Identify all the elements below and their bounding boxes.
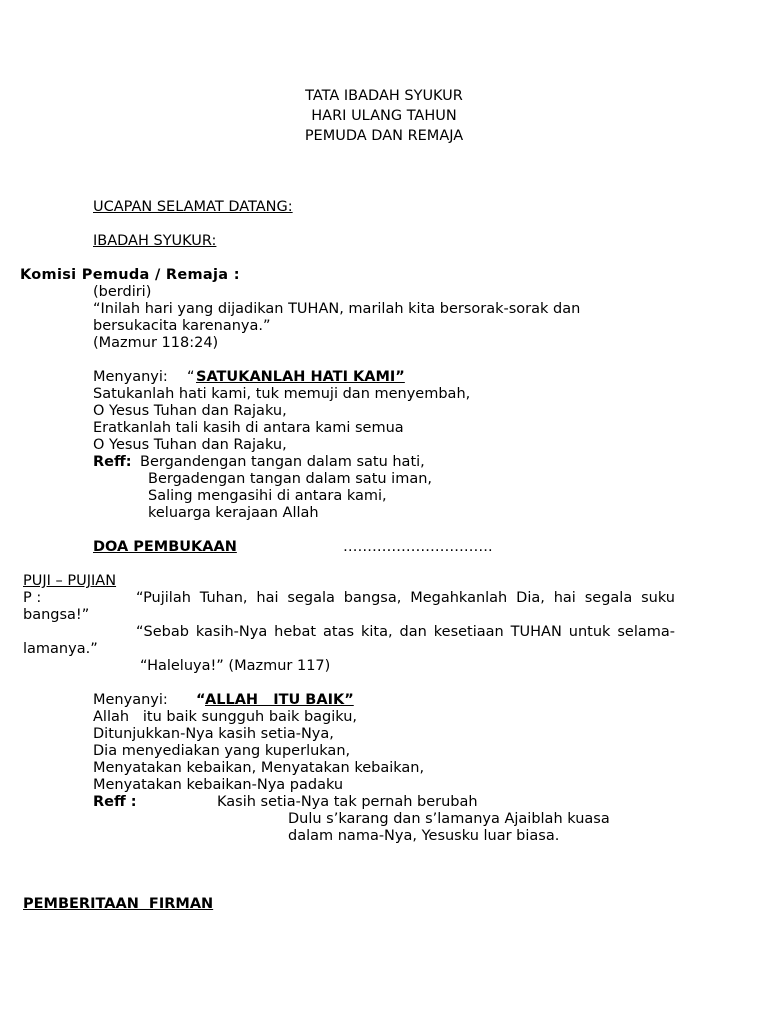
song2-line: Ditunjukkan-Nya kasih setia-Nya, <box>93 726 334 742</box>
opening-prayer-heading: DOA PEMBUKAAN <box>93 539 237 555</box>
song1-title: SATUKANLAH HATI KAMI” <box>196 369 405 385</box>
stand-note: (berdiri) <box>93 284 152 300</box>
song2-line: Menyatakan kebaikan-Nya padaku <box>93 777 344 793</box>
song2-reff-line: Dulu s’karang dan s’lamanya Ajaiblah kuasa <box>288 811 610 827</box>
song2-title: ALLAH ITU BAIK” <box>205 692 354 708</box>
opening-prayer-leader: …………………………. <box>343 539 493 555</box>
song2-reff-line: Kasih setia-Nya tak pernah berubah <box>217 794 478 810</box>
praise-verse-2: “Sebab kasih-Nya hebat atas kita, dan kesetiaan TUHAN untuk selama-lamanya.” <box>23 624 675 657</box>
song2-reff-line: dalam nama-Nya, Yesusku luar biasa. <box>288 828 560 844</box>
song2-open-quote: “ <box>196 692 206 708</box>
opening-verse-ref: (Mazmur 118:24) <box>93 335 219 351</box>
praise-verse-3: “Haleluya!” (Mazmur 117) <box>140 658 331 674</box>
song1-line: Satukanlah hati kami, tuk memuji dan menyembah, <box>93 386 471 402</box>
opening-verse-line-2: bersukacita karenanya.” <box>93 318 271 334</box>
worship-heading: IBADAH SYUKUR: <box>93 233 217 249</box>
song1-open-quote: “ <box>187 369 195 385</box>
leader-label: P : <box>23 590 42 606</box>
welcome-heading: UCAPAN SELAMAT DATANG: <box>93 199 293 215</box>
song1-reff-line: keluarga kerajaan Allah <box>148 505 319 521</box>
praise-heading: PUJI – PUJIAN <box>23 573 117 589</box>
song1-reff-label: Reff: <box>93 454 132 470</box>
song2-reff-label: Reff : <box>93 794 137 810</box>
praise-verse-1: “Pujilah Tuhan, hai segala bangsa, Megahkanlah Dia, hai segala suku bangsa!” <box>23 590 675 623</box>
title-line-1: TATA IBADAH SYUKUR <box>305 88 463 104</box>
song1-reff-line: Bergadengan tangan dalam satu iman, <box>148 471 433 487</box>
song2-line: Menyatakan kebaikan, Menyatakan kebaikan, <box>93 760 425 776</box>
opening-verse-line-1: “Inilah hari yang dijadikan TUHAN, marilah kita bersorak-sorak dan <box>93 301 581 317</box>
sermon-heading: PEMBERITAAN FIRMAN <box>23 896 214 912</box>
title-line-3: PEMUDA DAN REMAJA <box>304 128 464 144</box>
song1-reff-line: Bergandengan tangan dalam satu hati, <box>140 454 425 470</box>
commission-heading: Komisi Pemuda / Remaja : <box>20 267 240 283</box>
song1-reff-line: Saling mengasihi di antara kami, <box>148 488 387 504</box>
song1-line: O Yesus Tuhan dan Rajaku, <box>93 437 287 453</box>
song2-line: Dia menyediakan yang kuperlukan, <box>93 743 351 759</box>
title-line-2: HARI ULANG TAHUN <box>311 108 457 124</box>
song1-line: Eratkanlah tali kasih di antara kami semua <box>93 420 404 436</box>
song2-label: Menyanyi: <box>93 692 168 708</box>
song2-line: Allah itu baik sungguh baik bagiku, <box>93 709 358 725</box>
song1-line: O Yesus Tuhan dan Rajaku, <box>93 403 287 419</box>
song1-label: Menyanyi: <box>93 369 168 385</box>
